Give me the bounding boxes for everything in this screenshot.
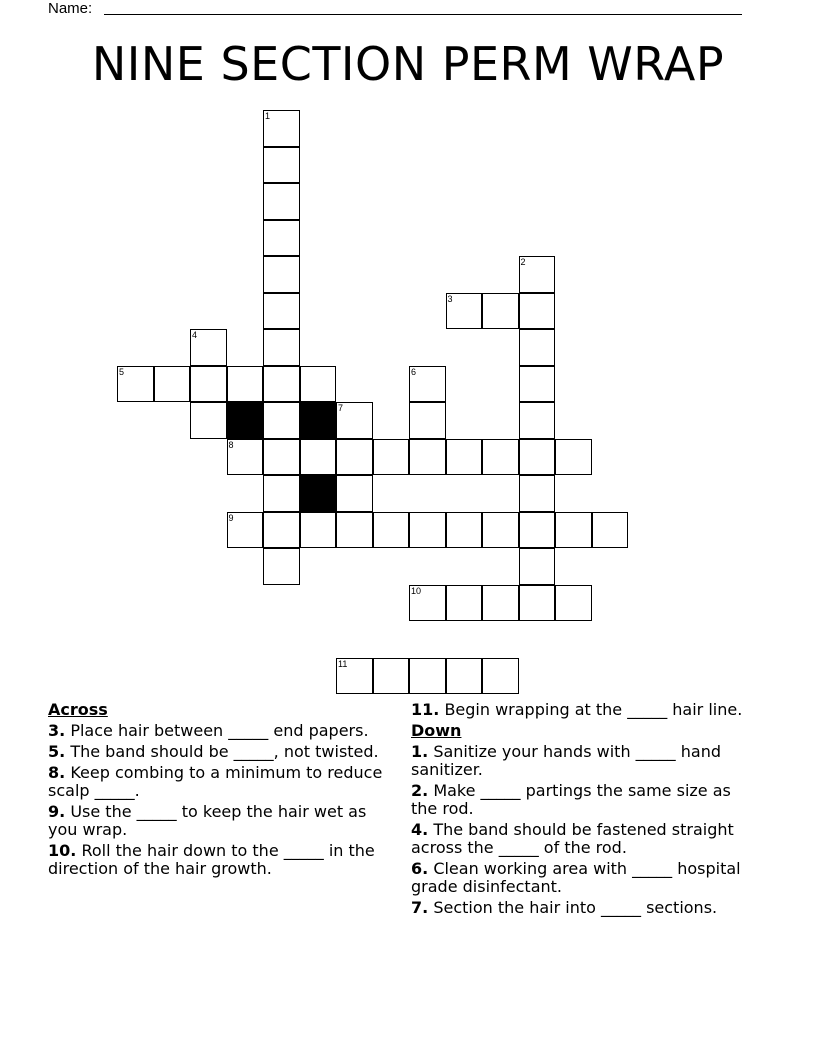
cell-number: 9: [228, 512, 234, 523]
clue-number: 8.: [48, 763, 66, 782]
clue-number: 5.: [48, 742, 66, 761]
grid-cell[interactable]: [263, 475, 300, 512]
grid-cell[interactable]: [190, 329, 227, 366]
grid-cell[interactable]: [409, 402, 446, 439]
cell-number: 10: [411, 585, 422, 596]
clues-left-column: [48, 701, 388, 881]
clue-down-4: [411, 821, 751, 857]
grid-cell[interactable]: [263, 402, 300, 439]
clue-text: Sanitize your hands with _____ hand sanitizer.: [411, 742, 721, 779]
grid-cell[interactable]: [519, 329, 556, 366]
clue-text: Section the hair into _____ sections.: [433, 898, 718, 917]
grid-cell[interactable]: [336, 658, 373, 695]
grid-cell[interactable]: [300, 512, 337, 549]
clue-text: Make _____ partings the same size as the rod.: [411, 781, 731, 818]
grid-cell[interactable]: [446, 512, 483, 549]
blocked-cell: [227, 402, 264, 439]
clue-text: Place hair between _____ end papers.: [70, 721, 369, 740]
grid-cell[interactable]: [519, 512, 556, 549]
cell-number: 6: [411, 366, 417, 377]
grid-cell[interactable]: [446, 293, 483, 330]
grid-cell[interactable]: [263, 439, 300, 476]
clue-across-9: [48, 803, 388, 839]
clue-text: The band should be _____, not twisted.: [70, 742, 379, 761]
grid-cell[interactable]: [300, 439, 337, 476]
clue-text: Keep combing to a minimum to reduce scalp _____.: [48, 763, 383, 800]
grid-cell[interactable]: [190, 366, 227, 403]
grid-cell[interactable]: [373, 512, 410, 549]
grid-cell[interactable]: [227, 366, 264, 403]
grid-cell[interactable]: [154, 366, 191, 403]
grid-cell[interactable]: [555, 512, 592, 549]
clue-across-3: [48, 722, 388, 740]
clue-number: 6.: [411, 859, 429, 878]
grid-cell[interactable]: [117, 366, 154, 403]
grid-cell[interactable]: [409, 439, 446, 476]
grid-cell[interactable]: [482, 439, 519, 476]
clue-down-1: [411, 743, 751, 779]
name-label: Name:: [48, 0, 93, 17]
cell-number: 2: [520, 257, 526, 267]
cell-number: 5: [119, 366, 125, 377]
blocked-cell: [300, 402, 337, 439]
page-title: NINE SECTION PERM WRAP: [91, 37, 725, 91]
grid-cell[interactable]: [263, 548, 300, 585]
clue-across-10: [48, 842, 388, 878]
grid-cell[interactable]: [336, 439, 373, 476]
grid-cell[interactable]: [446, 439, 483, 476]
clue-across-8: [48, 764, 388, 800]
grid-cell[interactable]: [373, 439, 410, 476]
grid-cell[interactable]: [336, 512, 373, 549]
clue-number: 10.: [48, 841, 77, 860]
grid-cell[interactable]: [263, 512, 300, 549]
grid-cell[interactable]: [227, 439, 264, 476]
clue-down-6: [411, 860, 751, 896]
grid-cell[interactable]: [409, 585, 446, 622]
grid-cell[interactable]: [373, 658, 410, 695]
grid-cell[interactable]: [482, 585, 519, 622]
grid-cell[interactable]: [519, 293, 556, 330]
clue-across-5: [48, 743, 388, 761]
grid-cell[interactable]: [336, 402, 373, 439]
grid-cell[interactable]: [519, 475, 556, 512]
grid-cell[interactable]: [336, 475, 373, 512]
grid-cell[interactable]: [519, 548, 556, 585]
grid-cell[interactable]: [263, 293, 300, 330]
grid-cell[interactable]: [263, 110, 300, 147]
clue-across-11: [411, 701, 751, 719]
grid-cell[interactable]: [446, 658, 483, 695]
cell-number: 4: [192, 330, 198, 340]
clue-number: 1.: [411, 742, 429, 761]
grid-cell[interactable]: [446, 585, 483, 622]
clue-number: 2.: [411, 781, 429, 800]
clue-text: The band should be fastened straight across the _____ of the rod.: [411, 820, 734, 857]
grid-cell[interactable]: [482, 512, 519, 549]
clue-number: 7.: [411, 898, 429, 917]
grid-cell[interactable]: [409, 366, 446, 403]
clue-down-2: [411, 782, 751, 818]
grid-cell[interactable]: [263, 183, 300, 220]
grid-cell[interactable]: [482, 293, 519, 330]
cell-number: 3: [447, 293, 453, 304]
clue-text: Begin wrapping at the _____ hair line.: [444, 700, 743, 719]
grid-cell[interactable]: [409, 512, 446, 549]
grid-cell[interactable]: [482, 658, 519, 695]
grid-cell[interactable]: [263, 147, 300, 184]
cell-number: 11: [338, 658, 348, 669]
clue-text: Clean working area with _____ hospital grade disinfectant.: [411, 859, 741, 896]
grid-cell[interactable]: [263, 220, 300, 257]
blocked-cell: [300, 475, 337, 512]
grid-cell[interactable]: [263, 256, 300, 293]
clue-text: Use the _____ to keep the hair wet as you wrap.: [48, 802, 367, 839]
grid-cell[interactable]: [300, 366, 337, 403]
clue-down-7: [411, 899, 751, 917]
cell-number: 1: [265, 111, 271, 121]
clue-number: 3.: [48, 721, 66, 740]
clues-right-column: [411, 701, 751, 920]
clue-number: 4.: [411, 820, 429, 839]
grid-cell[interactable]: [263, 329, 300, 366]
across-heading: Across: [48, 700, 108, 719]
clue-text: Roll the hair down to the _____ in the direction of the hair growth.: [48, 841, 375, 878]
grid-cell[interactable]: [263, 366, 300, 403]
grid-cell[interactable]: [519, 366, 556, 403]
grid-cell[interactable]: [190, 402, 227, 439]
grid-cell[interactable]: [409, 658, 446, 695]
clue-number: 9.: [48, 802, 66, 821]
clue-number: 11.: [411, 700, 440, 719]
grid-cell[interactable]: [555, 585, 592, 622]
grid-cell[interactable]: [519, 256, 556, 293]
cell-number: 8: [228, 439, 234, 450]
down-heading: Down: [411, 721, 462, 740]
grid-cell[interactable]: [592, 512, 629, 549]
grid-cell[interactable]: [519, 439, 556, 476]
grid-cell[interactable]: [227, 512, 264, 549]
grid-cell[interactable]: [555, 439, 592, 476]
cell-number: 7: [338, 403, 344, 413]
grid-cell[interactable]: [519, 402, 556, 439]
grid-cell[interactable]: [519, 585, 556, 622]
